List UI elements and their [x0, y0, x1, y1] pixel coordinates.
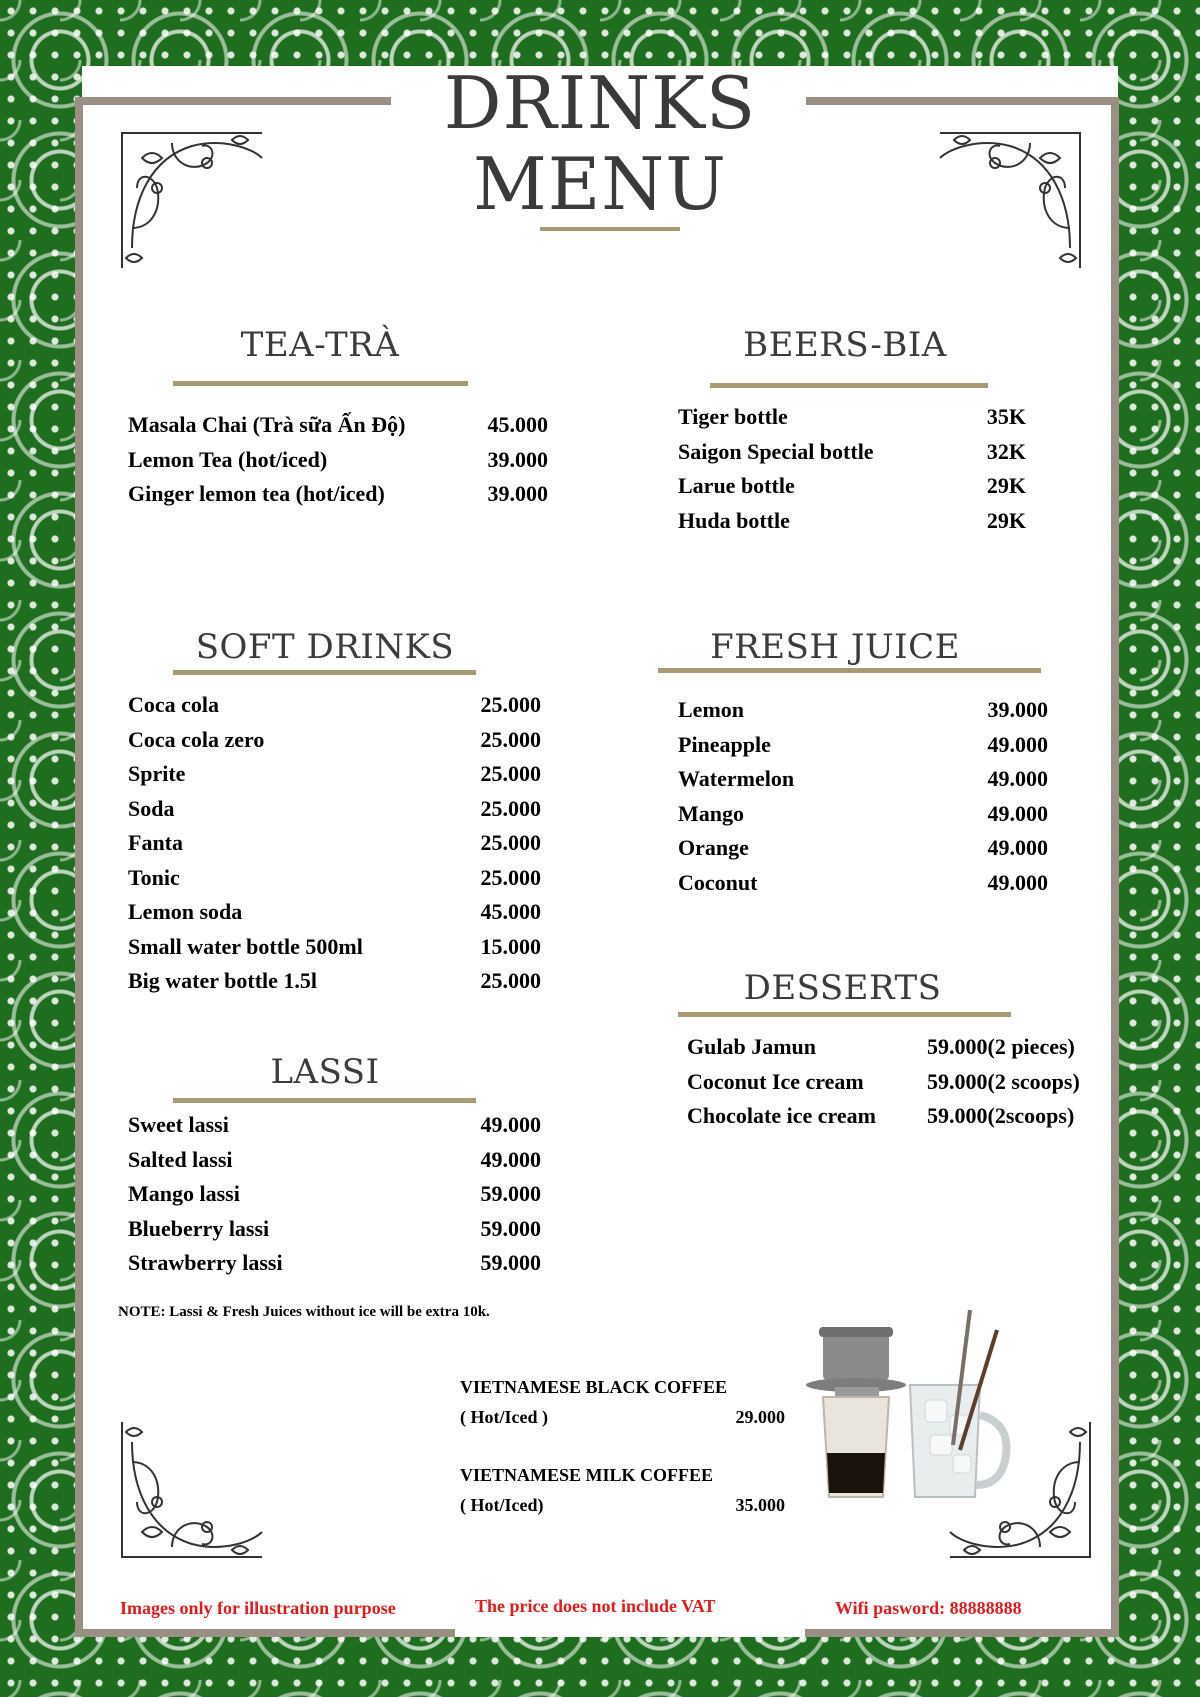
section-rule [710, 383, 988, 388]
section-rule [173, 1098, 476, 1103]
coffee-name: VIETNAMESE BLACK COFFEE [460, 1377, 728, 1397]
section-rule [678, 1012, 1011, 1017]
section-rule [658, 668, 1041, 673]
list-item: Coconut 49.000 [678, 869, 1048, 895]
list-item: Lemon 39.000 [678, 697, 1048, 722]
list-item: Coca cola zero 25.000 [128, 726, 541, 752]
coffee-item: VIETNAMESE BLACK COFFEE ( Hot/Iced ) 29.000 [460, 1372, 785, 1432]
list-item: Small water bottle 500ml 15.000 [128, 933, 541, 959]
section-title-desserts: DESSERTS [743, 968, 942, 1008]
list-item: Saigon Special bottle 32K [678, 438, 1026, 464]
desserts-list [687, 1030, 1112, 1134]
page-title-line2: MENU [473, 142, 727, 226]
page-title [400, 62, 800, 224]
coffee-name: VIETNAMESE MILK COFFEE [460, 1465, 714, 1485]
list-item: Salted lassi 49.000 [128, 1146, 541, 1172]
footer-wifi: Wifi pasword: 88888888 [835, 1598, 1022, 1618]
frame-bottom-gap [455, 1629, 805, 1637]
list-item: Soda 25.000 [128, 795, 541, 821]
coffee-illustration-icon [805, 1305, 1030, 1505]
list-item: Sprite 25.000 [128, 761, 541, 786]
page-title-line1: DRINKS [443, 61, 757, 145]
list-item: Sweet lassi 49.000 [128, 1112, 541, 1137]
beers-list [678, 400, 1026, 538]
list-item: Huda bottle 29K [678, 507, 1026, 533]
lassi-list [128, 1108, 541, 1281]
list-item: Tiger bottle 35K [678, 404, 1026, 429]
coffee-item: VIETNAMESE MILK COFFEE ( Hot/Iced) 35.000 [460, 1460, 785, 1520]
list-item: Gulab Jamun 59.000(2 pieces) [687, 1034, 1075, 1059]
list-item: Blueberry lassi 59.000 [128, 1215, 541, 1241]
section-title-beers: BEERS-BIA [743, 325, 947, 365]
section-rule [173, 381, 468, 386]
fresh-juice-list [678, 693, 1048, 900]
title-underline [540, 227, 680, 231]
frame-top-left-bar [75, 97, 391, 105]
tea-list [128, 408, 548, 512]
list-item: Lemon soda 45.000 [128, 899, 541, 924]
section-title-fresh-juice: FRESH JUICE [710, 627, 960, 667]
list-item: Mango lassi 59.000 [128, 1181, 541, 1206]
note-text: NOTE: Lassi & Fresh Juices without ice will be extra 10k. [118, 1304, 490, 1320]
section-title-tea: TEA-TRÀ [240, 325, 400, 365]
section-title-lassi: LASSI [270, 1052, 380, 1092]
soft-drinks-list [128, 688, 541, 999]
section-rule [173, 670, 476, 675]
list-item: Watermelon 49.000 [678, 766, 1048, 791]
list-item: Ginger lemon tea (hot/iced) 39.000 [128, 481, 548, 506]
footer-vat-note: The price does not include VAT [475, 1596, 716, 1616]
list-item: Orange 49.000 [678, 835, 1048, 860]
list-item: Larue bottle 29K [678, 473, 1026, 498]
list-item: Pineapple 49.000 [678, 731, 1048, 757]
list-item: Tonic 25.000 [128, 864, 541, 890]
corner-ornament-icon [930, 118, 1090, 278]
section-title-soft-drinks: SOFT DRINKS [195, 627, 455, 667]
list-item: Masala Chai (Trà sữa Ấn Độ) 45.000 [128, 412, 548, 437]
list-item: Strawberry lassi 59.000 [128, 1250, 541, 1275]
corner-ornament-icon [112, 118, 272, 278]
list-item: Mango 49.000 [678, 800, 1048, 826]
list-item: Coca cola 25.000 [128, 692, 541, 717]
list-item: Fanta 25.000 [128, 830, 541, 855]
footer-illustration-note: Images only for illustration purpose [120, 1598, 396, 1618]
list-item: Big water bottle 1.5l 25.000 [128, 968, 541, 993]
corner-ornament-icon [112, 1412, 272, 1572]
list-item: Lemon Tea (hot/iced) 39.000 [128, 446, 548, 472]
list-item: Chocolate ice cream 59.000(2scoops) [687, 1103, 1075, 1128]
frame-top-right-bar [806, 97, 1119, 105]
list-item: Coconut Ice cream 59.000(2 scoops) [687, 1068, 1080, 1094]
